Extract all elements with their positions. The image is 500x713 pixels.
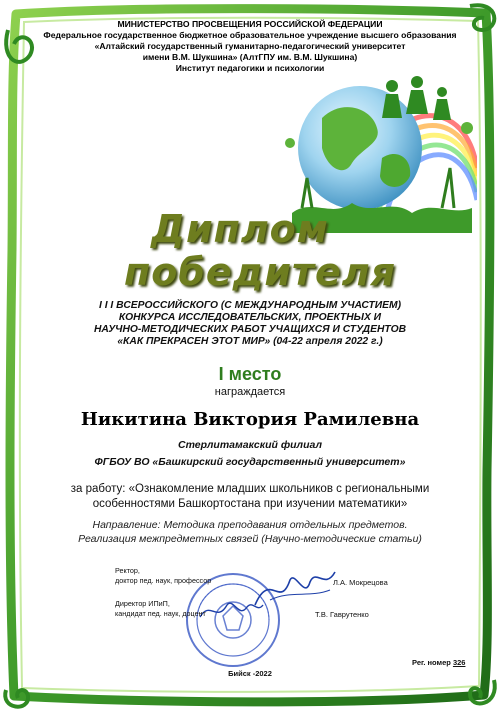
rector-degree: доктор пед. наук, профессор xyxy=(115,575,212,585)
contest-description xyxy=(30,300,470,348)
title-diploma: Диплом xyxy=(151,207,329,251)
director-signature-block xyxy=(115,599,206,618)
reg-label: Рег. номер xyxy=(412,658,453,667)
direction-line-1: Направление: Методика преподавания отдельных предметов. xyxy=(92,519,408,531)
winner-name: Никитина Виктория Рамилевна xyxy=(80,409,420,430)
awarded-label: награждается xyxy=(214,386,286,398)
rector-name: Л.А. Мокрецова xyxy=(333,578,388,587)
contest-name: «КАК ПРЕКРАСЕН ЭТОТ МИР» xyxy=(117,336,271,347)
director-title: Директор ИПиП, xyxy=(115,599,170,608)
rector-title: Ректор, xyxy=(115,566,140,575)
director-name: Т.В. Гаврутенко xyxy=(315,610,369,619)
header-line-institute: Институт педагогики и психологии xyxy=(175,63,325,73)
contest-line-3: НАУЧНО-МЕТОДИЧЕСКИХ РАБОТ УЧАЩИХСЯ И СТУДЕНТОВ xyxy=(93,324,407,335)
header-line-ministry: МИНИСТЕРСТВО ПРОСВЕЩЕНИЯ РОССИЙСКОЙ ФЕДЕРАЦИИ xyxy=(117,19,383,29)
registration-number xyxy=(412,658,465,667)
org-university: ФГБОУ ВО «Башкирский государственный университет» xyxy=(94,456,406,468)
header-line-institution-type: Федеральное государственное бюджетное образовательное учреждение высшего образования xyxy=(43,30,457,40)
contest-line-1: I I I ВСЕРОССИЙСКОГО (С МЕЖДУНАРОДНЫМ УЧАСТИЕМ) xyxy=(98,300,402,311)
org-branch: Стерлитамакский филиал xyxy=(177,439,322,451)
direction xyxy=(40,518,460,546)
work-line-2: особенностями Башкортостана при изучении математики» xyxy=(92,498,408,510)
reg-number: 326 xyxy=(452,658,466,667)
ministry-header xyxy=(20,19,480,74)
contest-line-2: КОНКУРСА ИССЛЕДОВАТЕЛЬСКИХ, ПРОЕКТНЫХ И xyxy=(118,312,382,323)
header-line-university: «Алтайский государственный гуманитарно-педагогический университет xyxy=(94,41,406,51)
globe-illustration xyxy=(282,48,477,233)
header-line-university-name: имени В.М. Шукшина» (АлтГПУ им. В.М. Шукшина) xyxy=(142,52,358,62)
contest-line-4 xyxy=(30,336,470,348)
title-winner: победителя xyxy=(123,250,396,294)
contest-dates: (04-22 апреля 2022 г.) xyxy=(270,336,383,347)
work-title xyxy=(30,482,470,512)
winner-organization xyxy=(0,437,500,471)
work-line-1: за работу: «Ознакомление младших школьников с региональными xyxy=(70,483,430,495)
direction-line-2: Реализация межпредметных связей (Научно-методические статьи) xyxy=(78,533,422,545)
place-title: I место xyxy=(218,364,282,384)
director-degree: кандидат пед. наук, доцент xyxy=(115,608,206,618)
rector-signature-block xyxy=(115,566,211,585)
city-year: Бийск -2022 xyxy=(228,669,272,678)
